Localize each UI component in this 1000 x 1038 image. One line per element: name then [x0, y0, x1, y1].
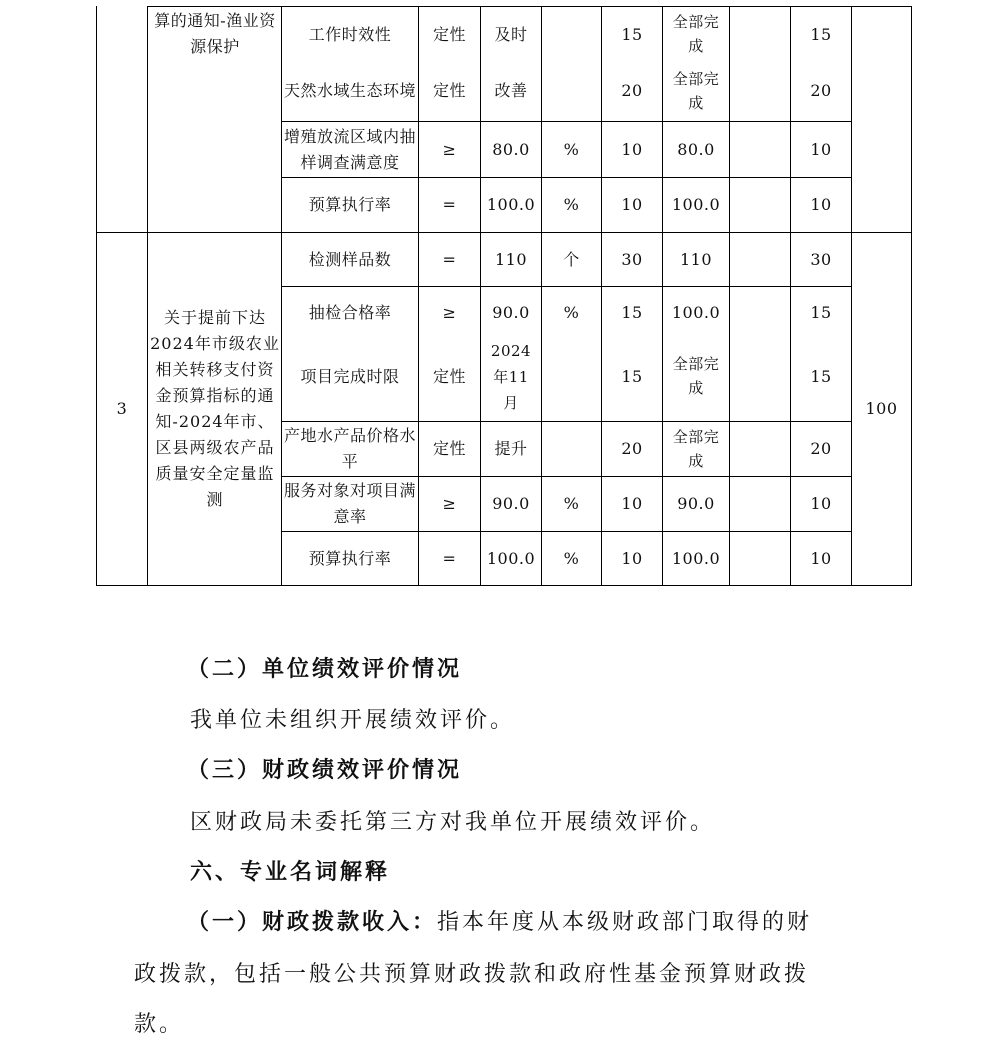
unit-cell: % [563, 493, 580, 513]
actual-value-cell: 全部完成 [672, 13, 720, 55]
score-cell: 20 [810, 438, 832, 458]
score-cell: 10 [810, 493, 832, 513]
weight-cell: 10 [621, 195, 643, 214]
score-cell: 15 [810, 367, 832, 386]
project-name-cell: 关于提前下达2024年市级农业相关转移支付资金预算指标的通知-2024年市、区县两级农产品质量安全定量监测 [150, 308, 280, 509]
actual-value-cell: 全部完成 [672, 427, 720, 470]
target-value-cell: 100.0 [486, 195, 536, 214]
actual-value-cell: 90.0 [677, 493, 715, 513]
actual-value-cell: 80.0 [677, 139, 715, 159]
actual-value-cell: 110 [679, 249, 713, 269]
row-index-cell: 3 [116, 399, 128, 418]
term-label: （一）财政拨款收入： [187, 909, 438, 935]
weight-cell: 10 [621, 493, 643, 513]
operator-cell: 定性 [432, 25, 466, 44]
operator-cell: = [442, 548, 457, 568]
actual-value-cell: 100.0 [671, 548, 721, 568]
total-score-cell: 100 [865, 399, 898, 418]
weight-cell: 10 [621, 139, 643, 159]
project-name-cell: 算的通知-渔业资源保护 [154, 11, 276, 56]
operator-cell: ≥ [442, 303, 457, 322]
indicator-cell: 工作时效性 [308, 25, 392, 44]
target-value-cell: 改善 [494, 81, 528, 100]
target-value-cell: 及时 [494, 25, 528, 44]
section-heading-unit-eval: （二）单位绩效评价情况 [187, 656, 463, 682]
term-definition-line: 政拨款，包括一般公共预算财政拨款和政府性基金预算财政拨 [134, 962, 810, 987]
operator-cell: ≥ [442, 493, 457, 513]
target-value-cell: 提升 [494, 438, 528, 458]
indicator-cell: 抽检合格率 [308, 303, 392, 322]
indicator-cell: 服务对象对项目满意率 [284, 480, 417, 526]
term-definition-line [187, 905, 812, 936]
indicator-cell: 天然水域生态环境 [284, 81, 417, 100]
weight-cell: 10 [621, 548, 643, 568]
target-value-cell: 110 [494, 249, 528, 269]
unit-cell: % [563, 139, 580, 159]
unit-cell: % [563, 548, 580, 568]
unit-cell [542, 421, 601, 476]
weight-cell: 30 [621, 249, 643, 269]
score-cell: 20 [810, 81, 832, 100]
weight-cell: 20 [621, 81, 643, 100]
unit-cell [542, 20, 601, 50]
unit-cell: % [563, 303, 580, 322]
score-cell: 10 [810, 548, 832, 568]
operator-cell: 定性 [432, 367, 466, 386]
term-text: 指本年度从本级财政部门取得的财 [437, 910, 813, 935]
target-value-cell: 90.0 [492, 493, 530, 513]
indicator-cell: 项目完成时限 [300, 367, 400, 386]
weight-cell: 15 [621, 367, 643, 386]
score-cell: 15 [810, 303, 832, 322]
unit-cell [542, 76, 601, 106]
unit-cell: % [563, 195, 580, 214]
section-heading-fin-eval: （三）财政绩效评价情况 [187, 757, 463, 783]
weight-cell: 20 [621, 438, 643, 458]
target-value-cell: 80.0 [492, 139, 530, 159]
paragraph-fin-eval: 区财政局未委托第三方对我单位开展绩效评价。 [190, 810, 716, 835]
actual-value-cell: 全部完成 [672, 355, 720, 397]
unit-cell: 个 [563, 249, 580, 269]
operator-cell: = [442, 249, 457, 269]
indicator-cell: 增殖放流区域内抽样调查满意度 [284, 126, 417, 172]
actual-value-cell: 全部完成 [672, 70, 720, 112]
term-definition-line: 款。 [134, 1012, 185, 1037]
operator-cell: 定性 [432, 438, 466, 458]
weight-cell: 15 [621, 303, 643, 322]
indicator-cell: 预算执行率 [308, 195, 392, 214]
target-value-cell: 100.0 [486, 548, 536, 568]
target-value-cell: 90.0 [492, 303, 530, 322]
paragraph-unit-eval: 我单位未组织开展绩效评价。 [190, 708, 516, 733]
unit-cell [542, 362, 601, 392]
score-cell: 15 [810, 25, 832, 44]
actual-value-cell: 100.0 [671, 303, 721, 322]
operator-cell: 定性 [432, 81, 466, 100]
operator-cell: = [442, 195, 457, 214]
target-value-cell: 2024年11月 [490, 342, 532, 412]
score-cell: 10 [810, 195, 832, 214]
indicator-cell: 预算执行率 [308, 548, 392, 568]
score-cell: 30 [810, 249, 832, 269]
indicator-cell: 产地水产品价格水平 [284, 425, 417, 471]
weight-cell: 15 [621, 25, 643, 44]
section-heading-terms: 六、专业名词解释 [190, 859, 391, 885]
score-cell: 10 [810, 139, 832, 159]
indicator-cell: 检测样品数 [308, 249, 392, 269]
actual-value-cell: 100.0 [671, 195, 721, 214]
operator-cell: ≥ [442, 139, 457, 159]
